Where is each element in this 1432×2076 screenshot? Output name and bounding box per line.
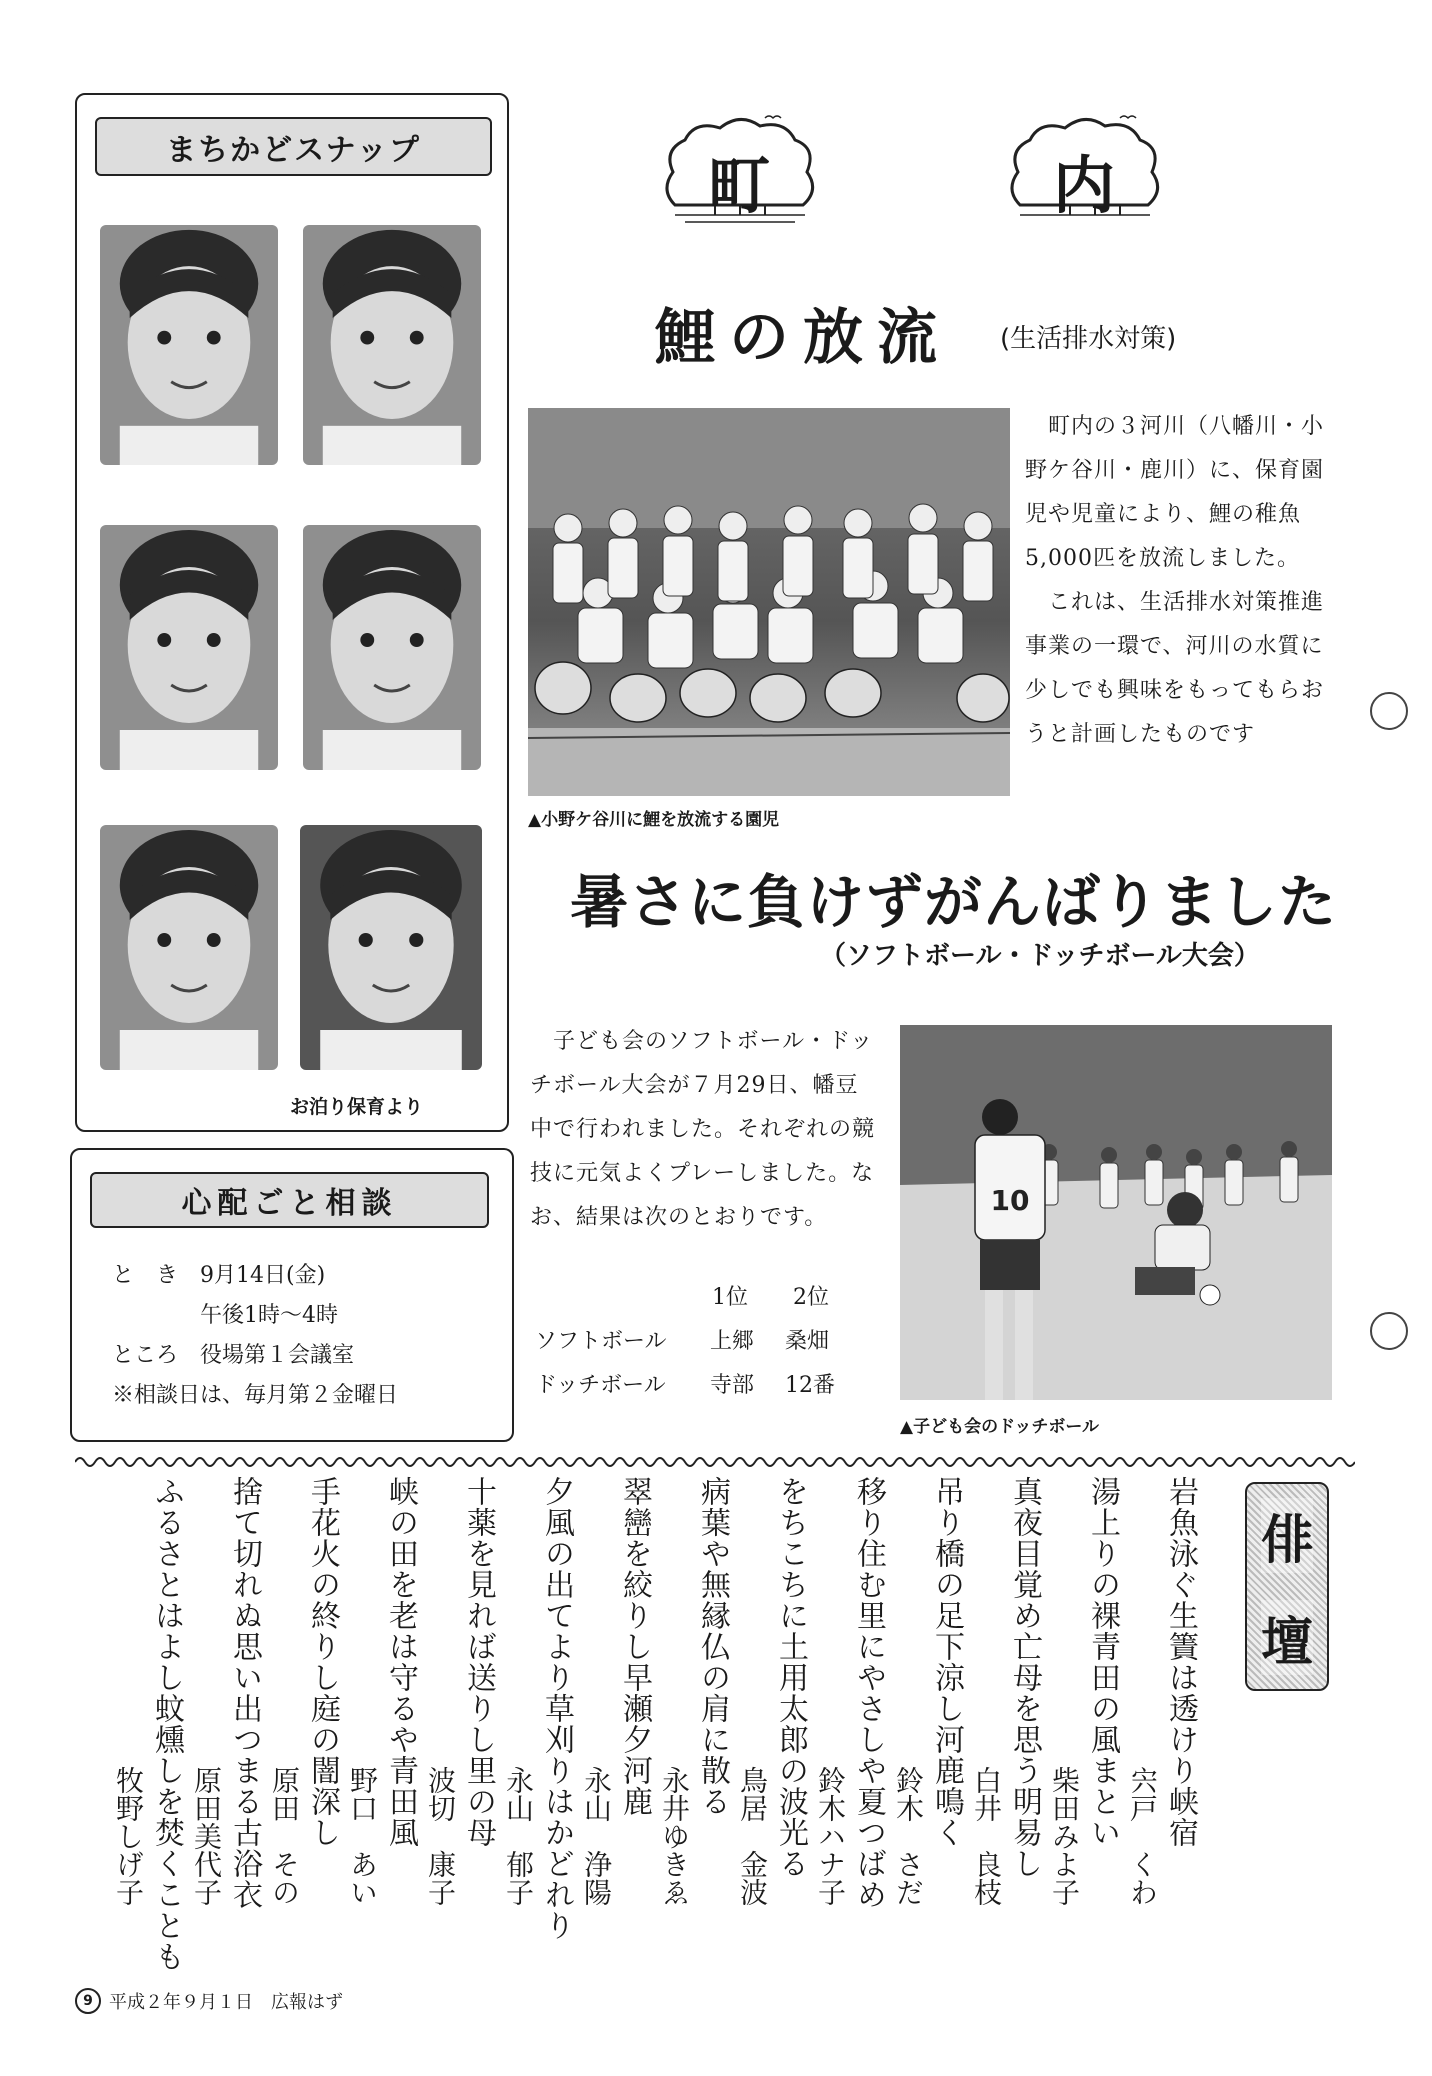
haiku-author: 原田 その [268, 1766, 301, 1906]
haiku-entry [302, 1476, 342, 2076]
sports-paragraph: 子ども会のソフトボール・ドッチボール大会が７月29日、幡豆中で行われました。それぞれの競技に元気よくプレーしました。なお、結果は次のとおりです。 [530, 1029, 876, 1230]
result-first: 上郷 [710, 1329, 755, 1354]
carp-headline: 鯉の放流 [655, 303, 951, 373]
haiku-author: 波切 康子 [424, 1766, 457, 1906]
haiku-entry [1160, 1476, 1200, 2076]
consultation-line: ※相談日は、毎月第２金曜日 [112, 1383, 399, 1408]
haiku-author: 宍戸 くわ [1126, 1766, 1159, 1906]
snapshot-title: まちかどスナップ [95, 117, 492, 176]
consultation-title: 心配ごと相談 [90, 1172, 489, 1228]
haiku-text: をちこちに土用太郎の波光る [773, 1476, 808, 1879]
carp-paragraph-1: 町内の３河川（八幡川・小野ケ谷川・鹿川）に、保育園児や児童により、鯉の稚魚 5,000匹を放流しました。 [1025, 414, 1325, 571]
sports-headline: 暑さに負けずがんばりました [570, 868, 1338, 936]
haiku-author: 牧野しげ子 [112, 1766, 145, 1906]
haiku-text: 手花火の終りし庭の闇深し [305, 1476, 340, 1848]
results-header-first: 1位 [712, 1285, 748, 1310]
haiku-title-char: 壇 [1261, 1600, 1313, 1675]
haiku-text: ふるさとはよし蚊燻しを焚くことも [149, 1476, 184, 1972]
haiku-author: 柴田みよ子 [1048, 1766, 1081, 1906]
haiku-section-title [1245, 1482, 1329, 1691]
haiku-entry [614, 1476, 654, 2076]
haiku-text: 翠巒を絞りし早瀬夕河鹿 [617, 1476, 652, 1817]
sports-subhead: （ソフトボール・ドッチボール大会） [820, 941, 1260, 971]
snapshot-caption: お泊り保育より [290, 1096, 424, 1118]
haiku-author: 鈴木ハナ子 [814, 1766, 847, 1906]
haiku-author: 白井 良枝 [970, 1766, 1003, 1906]
result-event: ドッチボール [535, 1373, 666, 1398]
results-header-second: 2位 [793, 1285, 829, 1310]
header-char-left: 町 [708, 149, 771, 222]
haiku-entry [848, 1476, 888, 2076]
haiku-text: 病葉や無縁仏の肩に散る [695, 1476, 730, 1817]
dodgeball-photo-caption: ▲子ども会のドッチボール [900, 1417, 1100, 1437]
haiku-entry [224, 1476, 264, 2076]
haiku-entry [692, 1476, 732, 2076]
child-portrait-photo [100, 525, 278, 770]
child-portrait-photo [100, 225, 278, 465]
haiku-entry [458, 1476, 498, 2076]
haiku-text: 移り住む里にやさしや夏つばめ [851, 1476, 886, 1910]
haiku-entry [1004, 1476, 1044, 2076]
punch-hole-icon [1370, 1312, 1408, 1350]
haiku-entry [380, 1476, 420, 2076]
haiku-text: 湯上りの裸青田の風まとい [1085, 1476, 1120, 1848]
haiku-text: 真夜目覚め亡母を思う明易し [1007, 1476, 1042, 1879]
dodgeball-photo [900, 1025, 1332, 1400]
page-number: 9 [75, 1988, 101, 2014]
child-portrait-photo [100, 825, 278, 1070]
haiku-text: 捨て切れぬ思い出つまる古浴衣 [227, 1476, 262, 1910]
carp-photo-caption: ▲小野ケ谷川に鯉を放流する園児 [528, 810, 780, 830]
result-second: 桑畑 [785, 1329, 830, 1354]
wavy-divider [75, 1452, 1355, 1472]
result-first: 寺部 [710, 1373, 755, 1398]
child-portrait-photo [303, 225, 481, 465]
carp-release-photo [528, 408, 1010, 796]
haiku-title-char: 俳 [1261, 1498, 1313, 1573]
haiku-author: 原田美代子 [190, 1766, 223, 1906]
result-event: ソフトボール [535, 1329, 667, 1354]
haiku-text: 岩魚泳ぐ生簀は透けり峡宿 [1163, 1476, 1198, 1848]
haiku-entry [770, 1476, 810, 2076]
header-char-right: 内 [1053, 149, 1116, 222]
haiku-author: 永井ゆきゑ [658, 1766, 691, 1906]
haiku-entry [1082, 1476, 1122, 2076]
haiku-text: 夕風の出てより草刈りはかどれり [539, 1476, 574, 1941]
haiku-entry [926, 1476, 966, 2076]
haiku-entry [536, 1476, 576, 2076]
carp-subhead: (生活排水対策) [1000, 324, 1177, 354]
carp-paragraph-2: これは、生活排水対策推進事業の一環で、河川の水質に少しでも興味をもってもらおうと計画したものです [1025, 590, 1325, 747]
haiku-text: 峡の田を老は守るや青田風 [383, 1476, 418, 1848]
haiku-author: 鳥居 金波 [736, 1766, 769, 1906]
haiku-author: 野口 あい [346, 1766, 379, 1906]
footer-text: 平成２年９月１日 広報はず [109, 1992, 343, 2013]
footer [75, 1988, 343, 2014]
haiku-author: 永山 郁子 [502, 1766, 535, 1906]
child-portrait-photo [300, 825, 482, 1070]
haiku-author: 永山 浄陽 [580, 1766, 613, 1906]
consultation-line: 午後1時～4時 [112, 1303, 338, 1328]
haiku-author: 鈴木 さだ [892, 1766, 925, 1906]
haiku-text: 十薬を見れば送りし里の母 [461, 1476, 496, 1848]
consultation-line: と き 9月14日(金) [112, 1263, 326, 1288]
consultation-line: ところ 役場第１会議室 [112, 1343, 355, 1368]
jersey-number: 10 [990, 1184, 1030, 1217]
child-portrait-photo [303, 525, 481, 770]
punch-hole-icon [1370, 692, 1408, 730]
haiku-entry [146, 1476, 186, 2076]
result-second: 12番 [785, 1373, 835, 1398]
haiku-text: 吊り橋の足下涼し河鹿鳴く [929, 1476, 964, 1848]
